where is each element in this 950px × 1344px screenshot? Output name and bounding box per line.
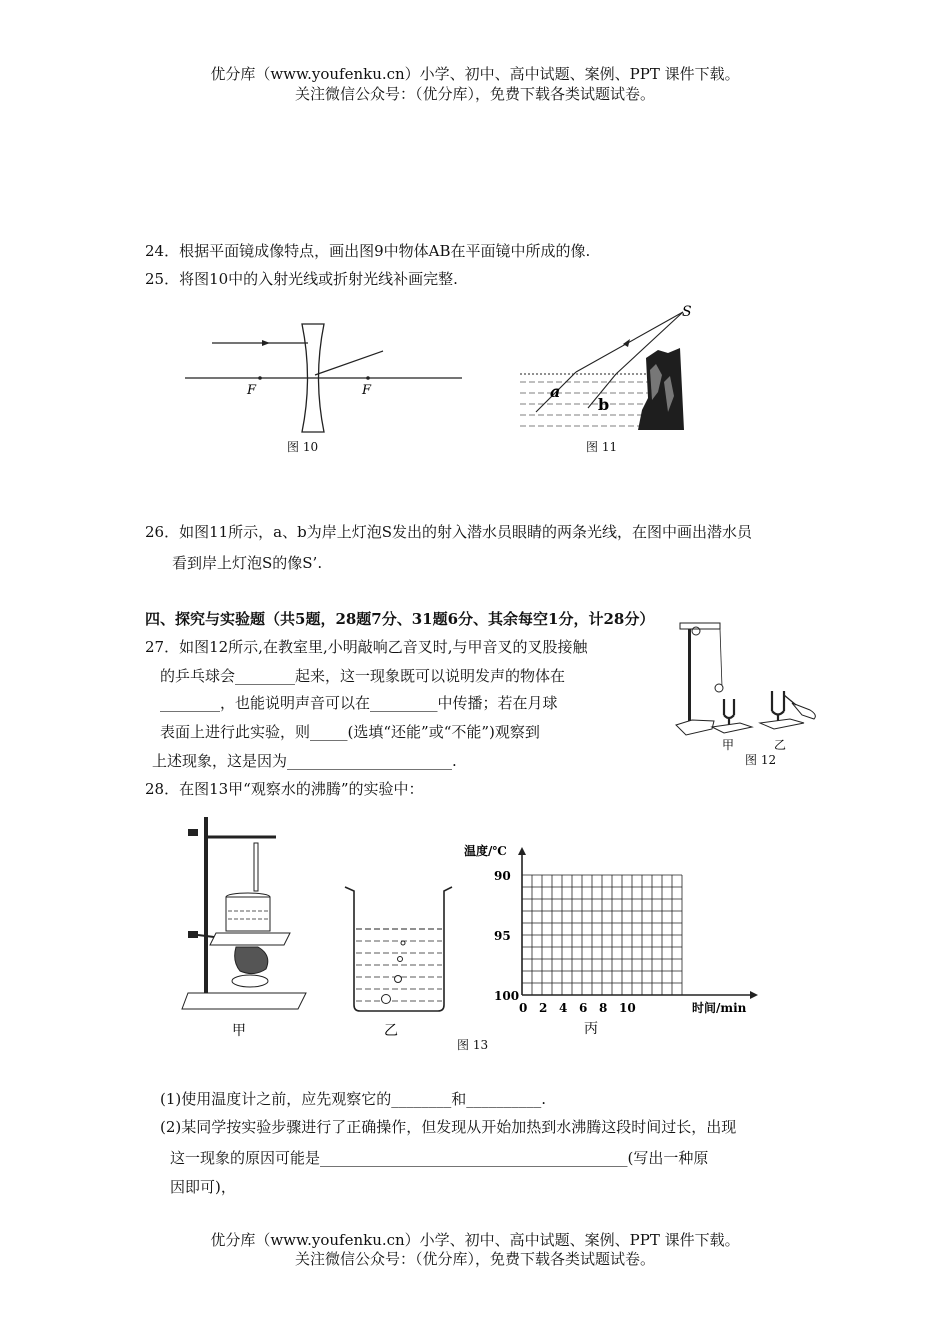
question-28-1: (1)使用温度计之前，应先观察它的________和__________.: [160, 1090, 547, 1108]
refracted-ray: [315, 351, 383, 375]
question-28: 28．在图13甲“观察水的沸腾”的实验中：: [145, 780, 424, 798]
bubble: [395, 976, 402, 983]
footer-line-2: 关注微信公众号：（优分库），免费下载各类试题试卷。: [294, 1250, 655, 1268]
x-tick-label: 0: [519, 1001, 528, 1015]
mallet-handle: [784, 695, 796, 705]
y-tick-label: 100: [494, 989, 520, 1003]
question-25: 25．将图10中的入射光线或折射光线补画完整.: [145, 270, 458, 288]
fig12-label-jia: 甲: [722, 738, 735, 752]
label-b: b: [598, 395, 610, 414]
figure-13-jia: [180, 815, 310, 1039]
section-4-title: 四、探究与实验题（共5题，28题7分、31题6分、其余每空1分，计28分）: [145, 610, 655, 628]
bubble: [382, 995, 391, 1004]
alcohol-lamp: [232, 975, 268, 987]
figure-10-caption: 图 10: [287, 440, 319, 454]
y-axis-arrow: [518, 847, 526, 855]
label-a: a: [550, 382, 561, 401]
figure-11: [518, 300, 703, 435]
header-line-2: 关注微信公众号：（优分库），免费下载各类试题试卷。: [294, 85, 655, 103]
question-24: 24．根据平面镜成像特点，画出图9中物体AB在平面镜中所成的像.: [145, 242, 591, 260]
x-tick-label: 4: [559, 1001, 568, 1015]
x-tick-label: 2: [539, 1001, 548, 1015]
header-line-1: 优分库（www.youfenku.cn）小学、初中、高中试题、案例、PPT 课件下载。: [210, 65, 740, 83]
x-tick-label: 10: [619, 1001, 636, 1015]
question-28-2-line-2: 这一现象的原因可能是_________________________________________(写出一种原: [170, 1149, 709, 1167]
shore-rock: [638, 348, 684, 430]
question-28-2-line-1: (2)某同学按实验步骤进行了正确操作，但发现从开始加热到水沸腾这段时间过长，出现: [160, 1118, 737, 1136]
beaker-outline: [345, 887, 452, 1011]
iron-stand-rod: [204, 817, 208, 997]
fig12-label-yi: 乙: [774, 738, 787, 752]
stand-rod: [688, 623, 691, 725]
figure-11-caption: 图 11: [586, 440, 618, 454]
fork-box-yi: [760, 719, 804, 729]
figure-12-caption: 图 12: [745, 753, 777, 767]
footer-line-1: 优分库（www.youfenku.cn）小学、初中、高中试题、案例、PPT 课件下载。: [210, 1231, 740, 1249]
x-tick-label: 6: [579, 1001, 588, 1015]
y-axis-label: 温度/℃: [464, 844, 507, 858]
figure-13-caption: 图 13: [457, 1038, 489, 1052]
question-27-line-4: 表面上进行此实验，则_____(选填“还能”或“不能”)观察到: [160, 723, 540, 741]
fork-box-jia: [712, 723, 752, 733]
focus-right-label: F: [362, 383, 372, 398]
question-26-line-1: 26．如图11所示，a、b为岸上灯泡S发出的射入潜水员眼睛的两条光线，在图中画出潜水员: [145, 523, 752, 541]
bubble: [398, 957, 403, 962]
y-tick-label: 90: [494, 869, 511, 883]
focus-left: [258, 376, 262, 380]
question-26-line-2: 看到岸上灯泡S的像S’.: [172, 554, 323, 572]
figure-13-bing-chart: [460, 835, 760, 1045]
wire-gauze: [210, 933, 290, 945]
question-27-line-3: ________，也能说明声音可以在_________中传播；若在月球: [160, 694, 558, 712]
question-27-line-1: 27．如图12所示,在教室里,小明敲响乙音叉时,与甲音叉的叉股接触: [145, 638, 588, 656]
thread: [720, 629, 722, 687]
burner-flame: [235, 947, 268, 974]
x-axis-label: 时间/min: [692, 1001, 747, 1015]
figure-12: [672, 615, 832, 750]
focus-left-label: F: [247, 383, 257, 398]
fig13-label-bing: 丙: [584, 1021, 598, 1037]
label-s: S: [682, 304, 692, 320]
question-27-line-5: 上述现象，这是因为______________________.: [152, 752, 457, 770]
stand-base: [182, 993, 306, 1009]
question-27-line-2: 的乒乓球会________起来，这一现象既可以说明发声的物体在: [160, 667, 566, 685]
tuning-fork-jia: [724, 699, 734, 727]
stand-base: [676, 720, 714, 735]
question-28-2-line-3: 因即可)，: [170, 1178, 236, 1196]
tuning-fork-yi: [772, 691, 784, 723]
y-tick-label: 95: [494, 929, 511, 943]
fig13-label-yi: 乙: [384, 1023, 398, 1039]
figure-13-yi: [340, 885, 455, 1039]
focus-right: [366, 376, 370, 380]
figure-10: [180, 318, 470, 433]
ping-pong-ball: [715, 684, 723, 692]
bubble: [401, 941, 405, 945]
thermometer: [254, 843, 258, 891]
ray-arrow: [262, 340, 270, 346]
x-axis-arrow: [750, 991, 758, 999]
x-tick-label: 8: [599, 1001, 608, 1015]
beaker: [226, 897, 270, 931]
fig13-label-jia: 甲: [232, 1023, 246, 1039]
